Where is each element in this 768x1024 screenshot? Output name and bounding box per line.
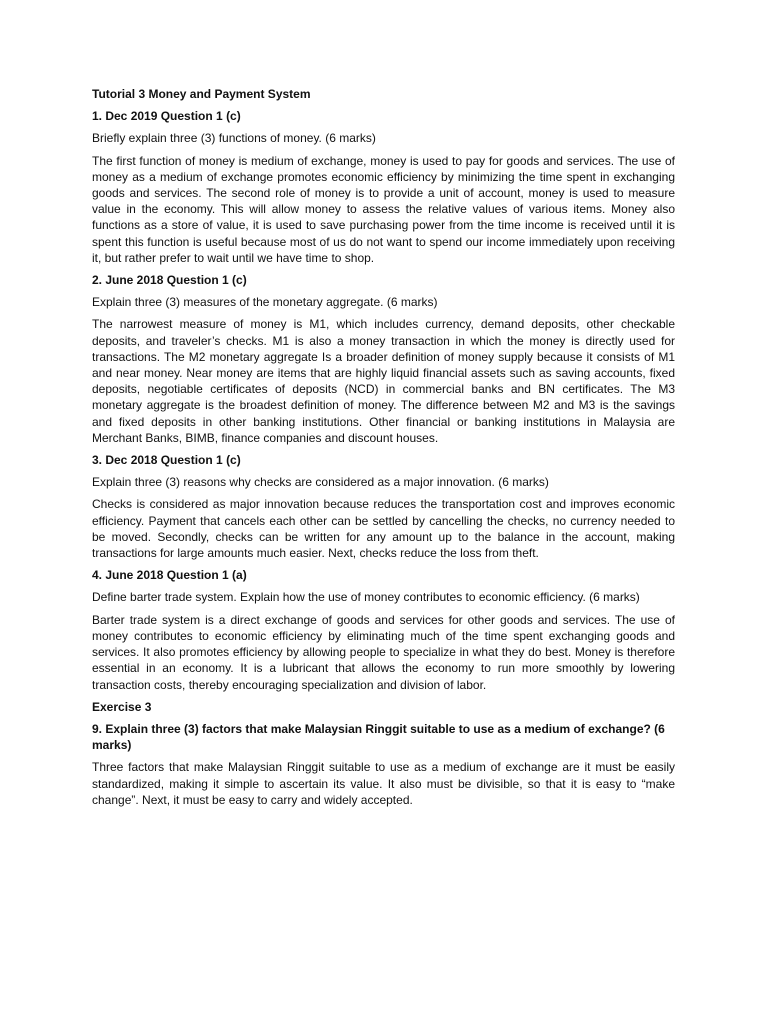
question-section-2 — [92, 272, 675, 446]
question-section-3 — [92, 452, 675, 561]
document-page — [92, 86, 675, 814]
question-prompt: Explain three (3) measures of the monetary aggregate. (6 marks) — [92, 295, 438, 310]
question-section-4 — [92, 567, 675, 692]
answer-paragraph: The narrowest measure of money is M1, which includes currency, demand deposits, other checkable deposits, and traveler’s checks. M1 is also a money transaction in which the money is directly used for transactions. The M2 monetary aggregate Is a broader definition of money supply because it consists of M1 and near money. Near money are items that are highly liquid financial assets such as saving accounts, fixed deposits, negotiable certificates of deposits (NCD) in commercial banks and BN certificates. The M3 monetary aggregate is the broadest definition of money. The difference between M2 and M3 is the savings and fixed deposits in other banking institutions. Other financial or banking institutions in Malaysia are Merchant Banks, BIMB, finance companies and discount houses. — [92, 317, 675, 445]
answer-paragraph: Barter trade system is a direct exchange of goods and services for other goods and services. The use of money contributes to economic efficiency by eliminating much of the time spent exchanging goods and services. It also promotes efficiency by allowing people to specialize in what they do best. Money is therefore essential in an economy. It is a lubricant that allows the economy to run more smoothly by lowering transaction costs, thereby encouraging specialization and division of labor. — [92, 612, 675, 692]
exercise-heading: Exercise 3 — [92, 699, 152, 714]
question-prompt: Explain three (3) reasons why checks are considered as a major innovation. (6 marks) — [92, 475, 549, 490]
exercise-answer: Three factors that make Malaysian Ringgit suitable to use as a medium of exchange are it must be easily standardized, making it simple to ascertain its value. It also must be divisible, so that it is easy to “make change”. Next, it must be easy to carry and widely accepted. — [92, 760, 675, 807]
answer-paragraph: The first function of money is medium of exchange, money is used to pay for goods and services. The use of money as a medium of exchange promotes economic efficiency by minimizing the time spent in exchanging goods and services. The second role of money is to provide a unit of account, money is used to measure value in the economy. This will allow money to assess the relative values of various items. Money also functions as a store of value, it is used to save purchasing power from the time income is received until it is spent this function is useful because most of us do not want to spend our income immediately upon receiving it, but rather prefer to wait until we have time to shop. — [92, 153, 675, 265]
question-heading: 2. June 2018 Question 1 (c) — [92, 273, 247, 288]
question-heading: 3. Dec 2018 Question 1 (c) — [92, 453, 241, 468]
question-section-1 — [92, 108, 675, 266]
document-title: Tutorial 3 Money and Payment System — [92, 87, 311, 101]
exercise-section — [92, 699, 675, 808]
question-heading: 4. June 2018 Question 1 (a) — [92, 568, 247, 583]
question-prompt: Define barter trade system. Explain how the use of money contributes to economic efficiency. (6 marks) — [92, 590, 640, 605]
question-prompt: Briefly explain three (3) functions of money. (6 marks) — [92, 131, 376, 146]
answer-paragraph: Checks is considered as major innovation because reduces the transportation cost and improves economic efficiency. Payment that cancels each other can be settled by cancelling the checks, no currency needed to be moved. Secondly, checks can be written for any amount up to the balance in the account, making transactions for large amounts much easier. Next, checks reduce the loss from theft. — [92, 497, 675, 561]
exercise-question: 9. Explain three (3) factors that make Malaysian Ringgit suitable to use as a medium of exchange? (6 marks) — [92, 721, 665, 753]
question-heading: 1. Dec 2019 Question 1 (c) — [92, 109, 241, 124]
